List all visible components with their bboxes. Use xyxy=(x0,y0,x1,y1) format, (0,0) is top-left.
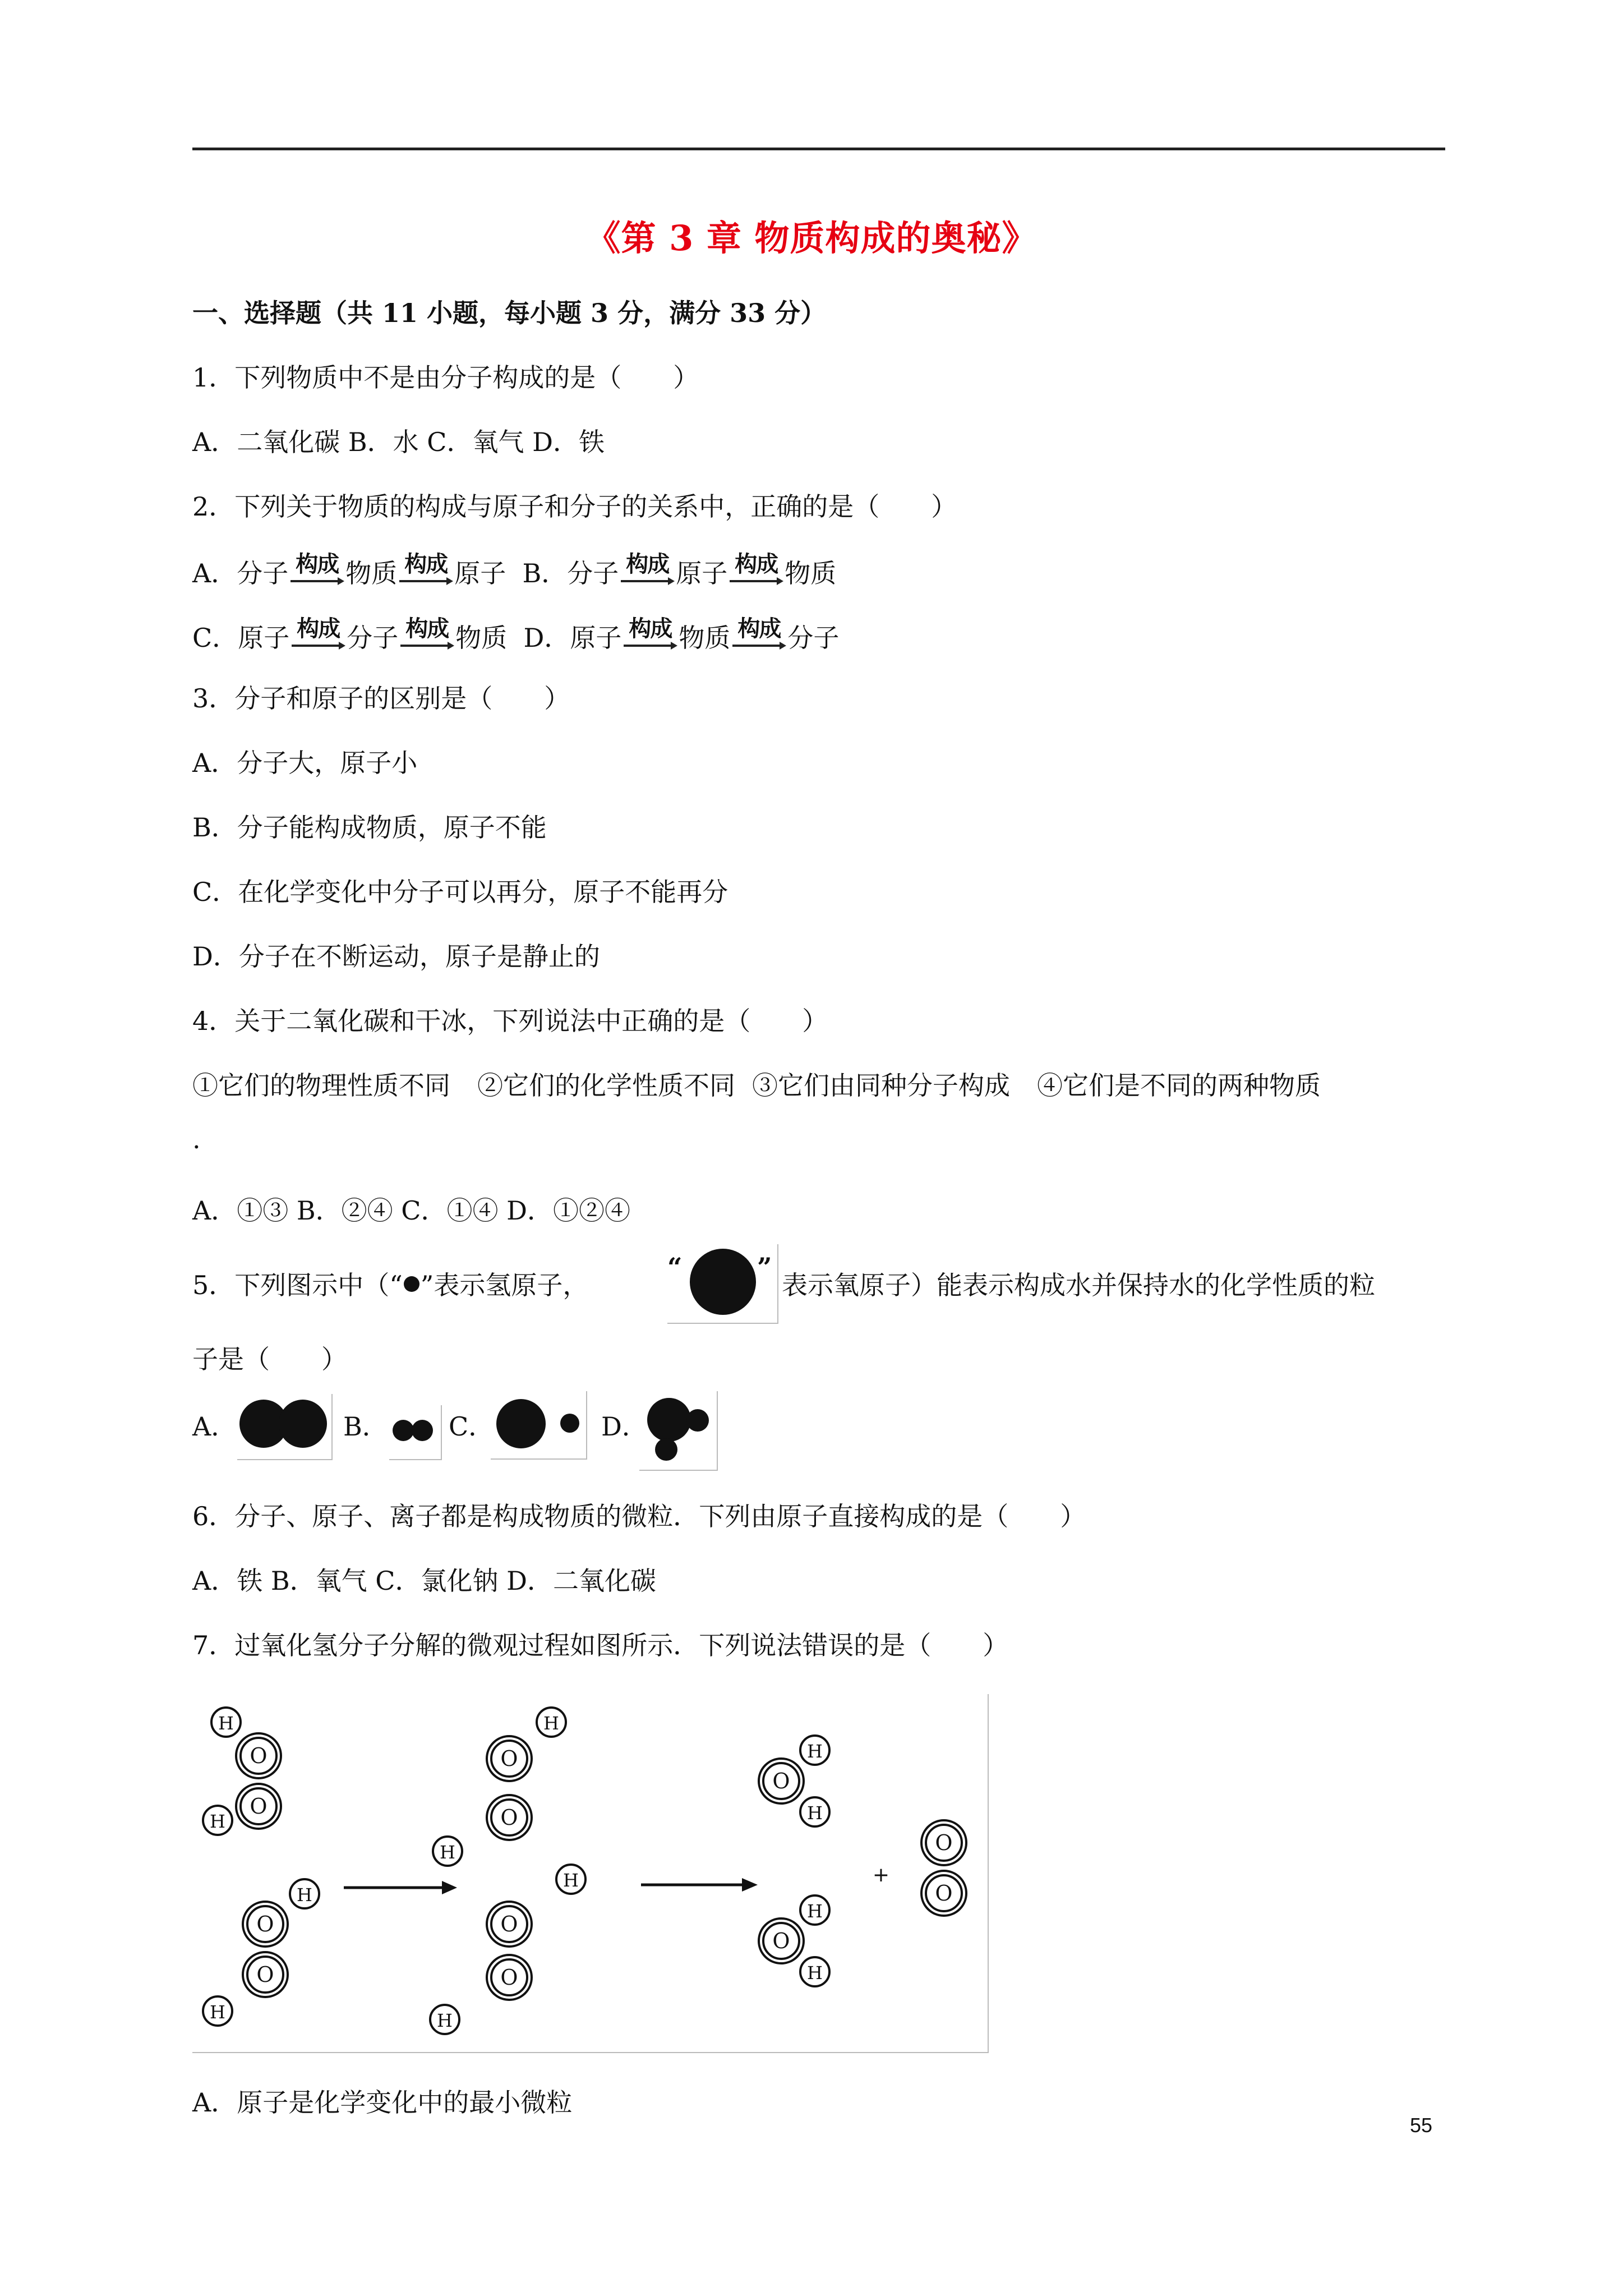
oxygen-atom-icon xyxy=(243,1952,288,1997)
hydrogen-atom-icon xyxy=(655,1438,677,1461)
q2-b-end: 物质 xyxy=(785,558,837,588)
compose-arrow xyxy=(289,551,344,588)
q7-option-a: A．原子是化学变化中的最小微粒 xyxy=(192,2087,573,2118)
atom-label: O xyxy=(772,1929,790,1953)
atom-label: O xyxy=(500,1965,518,1990)
hydrogen-dot-icon xyxy=(404,1276,419,1292)
atom-label: H xyxy=(210,1811,225,1832)
oxygen-atom-icon xyxy=(690,1249,756,1315)
hydrogen-atom-icon xyxy=(203,1996,232,2026)
compose-arrow xyxy=(728,551,783,588)
oxygen-atom-icon xyxy=(921,1871,966,1916)
reaction-arrow xyxy=(641,1878,758,1892)
atom-label: O xyxy=(256,1912,274,1936)
arrow-label: 构成 xyxy=(297,616,340,642)
q5-opt-c-label: C． xyxy=(449,1411,495,1442)
oxygen-atom-icon xyxy=(236,1784,281,1829)
oxygen-atom-icon xyxy=(487,1795,532,1840)
oxygen-atom-icon xyxy=(759,1918,804,1963)
hydrogen-atom-icon xyxy=(430,2005,459,2034)
q2-a-end: 原子 xyxy=(454,558,506,588)
q4-s2: ②它们的化学性质不同 xyxy=(477,1070,735,1101)
h2o2-decomposition-diagram xyxy=(192,1694,989,2053)
atom-label: O xyxy=(500,1805,518,1830)
atom-label: H xyxy=(297,1884,312,1906)
arrow-label: 构成 xyxy=(404,551,448,577)
hydrogen-atom-icon xyxy=(433,1837,462,1866)
q5-opt-a-label: A． xyxy=(192,1411,237,1442)
q2-options-cd xyxy=(192,616,840,653)
atom-label: O xyxy=(250,1794,268,1819)
q3-option-d: D．分子在不断运动，原子是静止的 xyxy=(192,941,600,972)
atom-label: O xyxy=(500,1912,518,1936)
hydrogen-atom-icon xyxy=(412,1420,433,1441)
arrow-label: 构成 xyxy=(737,616,781,642)
hydrogen-atom-icon xyxy=(393,1420,414,1441)
atom-label: H xyxy=(437,2010,453,2031)
q5-post: 表示氧原子）能表示构成水并保持水的化学性质的粒 xyxy=(782,1270,1375,1300)
reaction-arrow xyxy=(344,1881,457,1894)
q2-stem: 2．下列关于物质的构成与原子和分子的关系中，正确的是（ ） xyxy=(192,491,957,522)
q5-option-b-image xyxy=(389,1405,442,1460)
arrow-label: 构成 xyxy=(296,551,339,577)
arrow-label: 构成 xyxy=(626,551,669,577)
q5-opt-b-label: B． xyxy=(343,1411,388,1442)
q5-stem xyxy=(192,1272,588,1298)
q2-d-mid: 物质 xyxy=(679,623,731,653)
oxygen-atom-icon xyxy=(487,1736,532,1781)
q2-c-end: 物质 xyxy=(455,623,508,653)
atom-label: H xyxy=(807,1901,823,1922)
hydrogen-atom-icon xyxy=(800,1736,829,1765)
atom-label: H xyxy=(440,1842,455,1863)
hydrogen-atom-icon xyxy=(800,1957,829,1986)
hydrogen-atom-icon xyxy=(211,1708,241,1737)
arrow-label: 构成 xyxy=(735,551,778,577)
oxygen-atom-icon xyxy=(487,1955,532,2000)
q1-options: A．二氧化碳 B．水 C．氧气 D．铁 xyxy=(192,427,605,457)
atom-label: H xyxy=(218,1713,234,1734)
q5-pre: 5．下列图示中（“ xyxy=(192,1270,403,1300)
compose-arrow xyxy=(731,616,786,652)
q4-s4: ④它们是不同的两种物质 xyxy=(1037,1070,1321,1101)
q4-stem: 4．关于二氧化碳和干冰，下列说法中正确的是（ ） xyxy=(192,1006,828,1036)
q3-stem: 3．分子和原子的区别是（ ） xyxy=(192,683,570,714)
q5-open-quote: “ xyxy=(667,1252,683,1282)
hydrogen-atom-icon xyxy=(686,1409,709,1432)
q4-statements xyxy=(192,1070,1445,1101)
q3-option-a: A．分子大，原子小 xyxy=(192,748,418,778)
oxygen-atom-icon xyxy=(496,1399,546,1448)
oxygen-atom-icon xyxy=(759,1759,804,1803)
q7-stem: 7．过氧化氢分子分解的微观过程如图所示．下列说法错误的是（ ） xyxy=(192,1630,1009,1660)
oxygen-atom-icon xyxy=(279,1400,327,1448)
q2-b-mid: 原子 xyxy=(676,558,728,588)
q2-options-ab xyxy=(192,551,837,588)
q2-d-prefix: D．原子 xyxy=(523,623,622,653)
q4-options: A．①③ B．②④ C．①④ D．①②④ xyxy=(192,1195,630,1226)
hydrogen-atom-icon xyxy=(800,1895,829,1925)
atom-label: O xyxy=(250,1743,268,1768)
compose-arrow xyxy=(399,616,454,652)
atom-label: H xyxy=(210,2001,225,2023)
q2-c-prefix: C．原子 xyxy=(192,623,290,653)
q2-d-end: 分子 xyxy=(787,623,840,653)
plus-sign: + xyxy=(872,1864,890,1887)
hydrogen-atom-icon xyxy=(560,1414,579,1433)
q3-option-b: B．分子能构成物质，原子不能 xyxy=(192,812,547,843)
hydrogen-atom-icon xyxy=(537,1708,566,1737)
atom-label: H xyxy=(807,1741,823,1762)
oxygen-atom-icon xyxy=(921,1820,966,1865)
oxygen-atom-icon xyxy=(236,1733,281,1778)
q2-b-prefix: B．分子 xyxy=(522,558,619,588)
atom-label: O xyxy=(256,1962,274,1987)
atom-label: H xyxy=(563,1870,579,1891)
atom-label: O xyxy=(935,1830,953,1855)
compose-arrow xyxy=(291,616,345,652)
hydrogen-atom-icon xyxy=(290,1879,319,1908)
hydrogen-atom-icon xyxy=(203,1806,232,1835)
atom-label: H xyxy=(807,1802,823,1824)
q5-cont: 子是（ ） xyxy=(192,1344,347,1374)
q5-option-d-image xyxy=(639,1391,718,1471)
q6-stem: 6．分子、原子、离子都是构成物质的微粒．下列由原子直接构成的是（ ） xyxy=(192,1501,1086,1531)
chapter-title: 《第 3 章 物质构成的奥秘》 xyxy=(585,218,1038,259)
atom-label: O xyxy=(772,1769,790,1793)
q5-option-c-image xyxy=(491,1391,587,1460)
compose-arrow xyxy=(623,616,677,652)
atom-label: O xyxy=(500,1746,518,1771)
q2-a-mid: 物质 xyxy=(345,558,398,588)
atom-label: H xyxy=(807,1962,823,1984)
section-heading: 一、选择题（共 11 小题，每小题 3 分，满分 33 分） xyxy=(192,298,827,328)
q6-options: A．铁 B．氧气 C．氯化钠 D．二氧化碳 xyxy=(192,1566,656,1596)
oxygen-atom-icon xyxy=(243,1902,288,1947)
hydrogen-atom-icon xyxy=(800,1797,829,1826)
header-rule xyxy=(192,148,1445,150)
q5-option-a-image xyxy=(237,1394,333,1460)
compose-arrow xyxy=(620,551,675,588)
q4-dot: . xyxy=(192,1124,201,1154)
page-number: 55 xyxy=(1410,2114,1433,2137)
q3-option-c: C．在化学变化中分子可以再分，原子不能再分 xyxy=(192,877,728,907)
arrow-label: 构成 xyxy=(405,616,449,642)
oxygen-atom-icon xyxy=(647,1398,691,1442)
q2-a-prefix: A．分子 xyxy=(192,558,289,588)
q2-c-mid: 分子 xyxy=(347,623,399,653)
q5-opt-d-label: D． xyxy=(601,1411,648,1442)
hydrogen-atom-icon xyxy=(556,1865,585,1894)
q4-s1: ①它们的物理性质不同 xyxy=(192,1070,450,1101)
q4-s3: ③它们由同种分子构成 xyxy=(752,1070,1010,1101)
q5-close-quote: ” xyxy=(757,1252,772,1282)
oxygen-legend-box xyxy=(667,1244,778,1324)
q1-stem: 1．下列物质中不是由分子构成的是（ ） xyxy=(192,362,699,393)
compose-arrow xyxy=(398,551,453,588)
oxygen-atom-icon xyxy=(487,1902,532,1947)
atom-label: H xyxy=(543,1713,559,1734)
arrow-label: 构成 xyxy=(629,616,672,642)
q5-mid: ”表示氢原子， xyxy=(420,1270,589,1300)
atom-label: O xyxy=(935,1881,953,1906)
